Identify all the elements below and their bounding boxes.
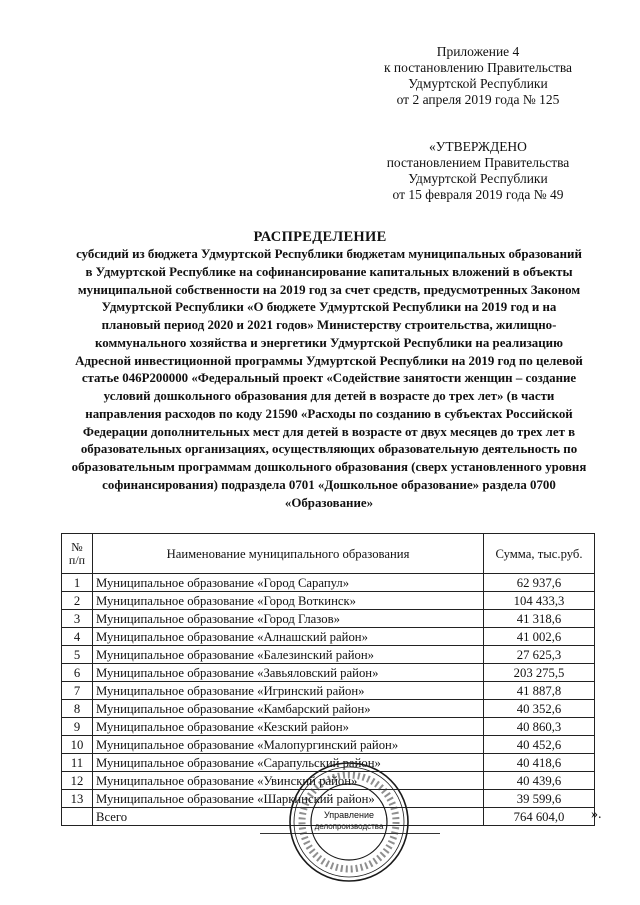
header-number-bottom: п/п <box>68 552 86 567</box>
row-name: Муниципальное образование «Сарапульский район» <box>93 754 484 772</box>
header-number <box>62 534 93 574</box>
row-number: 12 <box>62 772 93 790</box>
subtitle-line: условий дошкольного образования для детей в возрасте до трех лет» (в части <box>103 389 555 403</box>
subtitle-line: образовательным программам дошкольного образования (сверх установленного уровня <box>71 460 587 474</box>
appendix-line: к постановлению Правительства <box>383 60 573 75</box>
table-row <box>62 700 595 718</box>
row-number: 6 <box>62 664 93 682</box>
row-amount: 40 452,6 <box>484 736 595 754</box>
row-number: 5 <box>62 646 93 664</box>
row-name: Муниципальное образование «Камбарский район» <box>93 700 484 718</box>
header-name: Наименование муниципального образования <box>93 534 484 574</box>
row-number: 1 <box>62 574 93 592</box>
approved-line: от 15 февраля 2019 года № 49 <box>392 187 564 202</box>
subtitle-line: статье 046P200000 «Федеральный проект «Содействие занятости женщин – создание <box>81 371 577 386</box>
row-name: Муниципальное образование «Город Сарапул» <box>93 574 484 592</box>
row-amount: 104 433,3 <box>484 592 595 610</box>
row-amount: 40 352,6 <box>484 700 595 718</box>
table-row <box>62 592 595 610</box>
approved-line: постановлением Правительства <box>386 155 570 170</box>
row-number: 9 <box>62 718 93 736</box>
row-amount: 41 318,6 <box>484 610 595 628</box>
subtitle-line: софинансирования) подраздела 0701 «Дошкольное образование» раздела 0700 <box>102 477 556 492</box>
table-row <box>62 628 595 646</box>
row-number: 2 <box>62 592 93 610</box>
appendix-line: от 2 апреля 2019 года № 125 <box>396 92 560 107</box>
row-amount: 41 887,8 <box>484 682 595 700</box>
row-number: 10 <box>62 736 93 754</box>
total-number-cell <box>62 808 93 826</box>
row-number: 8 <box>62 700 93 718</box>
row-number: 7 <box>62 682 93 700</box>
row-name: Муниципальное образование «Шаркинский район» <box>93 790 484 808</box>
table-row <box>62 574 595 592</box>
row-amount: 27 625,3 <box>484 646 595 664</box>
row-amount: 40 439,6 <box>484 772 595 790</box>
appendix-line: Удмуртской Республики <box>408 76 548 91</box>
table-row <box>62 718 595 736</box>
subtitle-line: образовательных организациях, осуществляющих образовательную деятельность по <box>80 442 578 457</box>
row-number: 4 <box>62 628 93 646</box>
subtitle-line: направления расходов по коду 21590 «Расходы по созданию в субъектах Российской <box>85 406 573 421</box>
subtitle-line: муниципальной собственности на 2019 год за счет средств, предусмотренных Законом <box>77 282 581 297</box>
subtitle-line: «Образование» <box>284 495 374 510</box>
document-subtitle <box>62 246 596 512</box>
row-name: Муниципальное образование «Балезинский район» <box>93 646 484 664</box>
approved-header <box>378 139 578 203</box>
appendix-line: Приложение 4 <box>436 44 520 59</box>
approved-line: «УТВЕРЖДЕНО <box>429 139 527 154</box>
subtitle-line: субсидий из бюджета Удмуртской Республики бюджетам муниципальных образований <box>76 247 582 261</box>
closing-quote-mark: ». <box>591 807 602 822</box>
row-amount: 62 937,6 <box>484 574 595 592</box>
row-amount: 203 275,5 <box>484 664 595 682</box>
row-amount: 40 418,6 <box>484 754 595 772</box>
row-name: Муниципальное образование «Игринский район» <box>93 682 484 700</box>
row-amount: 40 860,3 <box>484 718 595 736</box>
stamp-text-line1: Управление <box>323 810 375 820</box>
row-number: 13 <box>62 790 93 808</box>
subtitle-line: коммунального хозяйства и энергетики Удмуртской Республики на реализацию <box>95 335 563 350</box>
row-number: 11 <box>62 754 93 772</box>
table-row <box>62 646 595 664</box>
row-name: Муниципальное образование «Увинский район» <box>93 772 484 790</box>
row-number: 3 <box>62 610 93 628</box>
row-amount: 41 002,6 <box>484 628 595 646</box>
subtitle-line: в Удмуртской Республике на софинансирование капитальных вложений в объекты <box>85 264 573 279</box>
header-amount: Сумма, тыс.руб. <box>484 534 595 574</box>
appendix-header <box>372 44 584 108</box>
table-header-row <box>62 534 595 574</box>
total-label: Всего <box>93 808 484 826</box>
approved-line: Удмуртской Республики <box>408 171 548 186</box>
subtitle-line: Адресной инвестиционной программы Удмуртской Республики на 2019 год по целевой <box>75 353 583 368</box>
subtitle-line: плановый период 2020 и 2021 годов» Министерству строительства, жилищно- <box>101 318 557 332</box>
total-amount: 764 604,0 <box>484 808 595 826</box>
subtitle-line: Удмуртской Республики «О бюджете Удмуртской Республики на 2019 год и на <box>101 300 557 315</box>
table-row <box>62 736 595 754</box>
document-title: РАСПРЕДЕЛЕНИЕ <box>253 229 387 245</box>
row-name: Муниципальное образование «Завьяловский район» <box>93 664 484 682</box>
header-number-top: № <box>71 539 83 554</box>
table-row <box>62 664 595 682</box>
row-name: Муниципальное образование «Кезский район» <box>93 718 484 736</box>
subtitle-line: Федерации дополнительных мест для детей в возрасте от двух месяцев до трех лет в <box>82 424 576 439</box>
row-name: Муниципальное образование «Малопургинский район» <box>93 736 484 754</box>
stamp-text-line2: делопроизводства <box>314 822 384 831</box>
table-row <box>62 682 595 700</box>
row-amount: 39 599,6 <box>484 790 595 808</box>
row-name: Муниципальное образование «Город Глазов» <box>93 610 484 628</box>
row-name: Муниципальное образование «Город Воткинск» <box>93 592 484 610</box>
office-stamp-seal <box>287 760 411 884</box>
table-row <box>62 610 595 628</box>
row-name: Муниципальное образование «Алнашский район» <box>93 628 484 646</box>
